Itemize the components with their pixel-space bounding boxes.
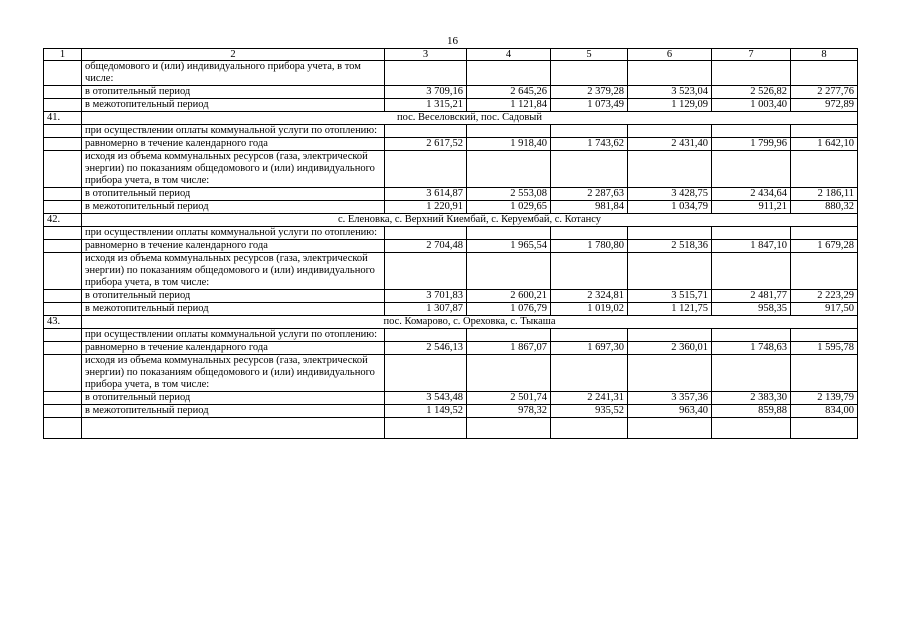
value-cell: 2 186,11 [791,188,858,201]
row-number-cell [44,61,82,86]
value-cell [467,418,551,439]
header-cell: 4 [467,49,551,61]
value-cell: 3 709,16 [385,86,467,99]
row-number-cell [44,303,82,316]
table-row [44,151,858,188]
value-cell [551,418,628,439]
value-cell: 1 121,75 [628,303,712,316]
value-cell: 2 617,52 [385,138,467,151]
table-row [44,342,858,355]
value-cell: 2 241,31 [551,392,628,405]
value-cell: 2 518,36 [628,240,712,253]
value-cell [791,355,858,392]
value-cell [551,253,628,290]
value-cell: 958,35 [712,303,791,316]
value-cell: 1 315,21 [385,99,467,112]
row-number-cell [44,290,82,303]
value-cell [791,151,858,188]
row-number-cell [44,418,82,439]
table-row [44,201,858,214]
table-row [44,227,858,240]
row-label: в отопительный период [82,392,385,405]
row-label: в отопительный период [82,86,385,99]
row-number-cell [44,355,82,392]
row-label: в межотопительный период [82,99,385,112]
value-cell: 1 697,30 [551,342,628,355]
value-cell: 1 029,65 [467,201,551,214]
value-cell: 880,32 [791,201,858,214]
value-cell: 2 704,48 [385,240,467,253]
header-cell: 6 [628,49,712,61]
row-label: равномерно в течение календарного года [82,342,385,355]
value-cell [628,151,712,188]
value-cell: 3 357,36 [628,392,712,405]
value-cell [551,355,628,392]
value-cell: 2 526,82 [712,86,791,99]
value-cell: 2 139,79 [791,392,858,405]
value-cell: 1 003,40 [712,99,791,112]
value-cell: 1 034,79 [628,201,712,214]
value-cell: 1 799,96 [712,138,791,151]
value-cell [551,227,628,240]
table-row [44,355,858,392]
table-row [44,240,858,253]
table-row [44,253,858,290]
row-number-cell [44,188,82,201]
row-label: в межотопительный период [82,405,385,418]
section-number: 42. [44,214,82,227]
header-cell: 5 [551,49,628,61]
row-label: в межотопительный период [82,303,385,316]
value-cell [467,61,551,86]
value-cell: 2 360,01 [628,342,712,355]
value-cell: 1 867,07 [467,342,551,355]
value-cell [791,329,858,342]
value-cell: 1 748,63 [712,342,791,355]
table-row [44,392,858,405]
value-cell [791,227,858,240]
row-description: при осуществлении оплаты коммунальной услуги по отоплению: [82,125,385,138]
value-cell [467,355,551,392]
value-cell: 1 918,40 [467,138,551,151]
value-cell: 981,84 [551,201,628,214]
value-cell: 3 701,83 [385,290,467,303]
value-cell: 3 515,71 [628,290,712,303]
row-number-cell [44,138,82,151]
value-cell [712,355,791,392]
value-cell: 1 965,54 [467,240,551,253]
value-cell: 2 277,76 [791,86,858,99]
tariff-table [43,48,858,439]
value-cell: 1 019,02 [551,303,628,316]
row-description [82,418,385,439]
row-description: общедомового и (или) индивидуального прибора учета, в том числе: [82,61,385,86]
value-cell [712,227,791,240]
value-cell: 2 546,13 [385,342,467,355]
row-number-cell [44,329,82,342]
value-cell: 2 379,28 [551,86,628,99]
value-cell: 963,40 [628,405,712,418]
table-row [44,303,858,316]
value-cell: 2 223,29 [791,290,858,303]
value-cell: 2 600,21 [467,290,551,303]
value-cell: 1 220,91 [385,201,467,214]
table-row [44,99,858,112]
value-cell: 1 307,87 [385,303,467,316]
value-cell [712,61,791,86]
value-cell: 3 428,75 [628,188,712,201]
value-cell: 859,88 [712,405,791,418]
row-number-cell [44,125,82,138]
value-cell: 1 679,28 [791,240,858,253]
section-title: с. Еленовка, с. Верхний Киембай, с. Керуембай, с. Котансу [82,214,858,227]
value-cell: 2 431,40 [628,138,712,151]
row-number-cell [44,151,82,188]
row-label: в отопительный период [82,290,385,303]
section-header-row [44,214,858,227]
value-cell: 1 073,49 [551,99,628,112]
value-cell [712,418,791,439]
section-title: пос. Комарово, с. Ореховка, с. Тыкаша [82,316,858,329]
row-number-cell [44,392,82,405]
value-cell: 2 287,63 [551,188,628,201]
row-number-cell [44,342,82,355]
row-label: в отопительный период [82,188,385,201]
header-cell: 7 [712,49,791,61]
value-cell [712,253,791,290]
row-number-cell [44,253,82,290]
value-cell [628,355,712,392]
row-label: в межотопительный период [82,201,385,214]
row-description: при осуществлении оплаты коммунальной услуги по отоплению: [82,329,385,342]
table-row [44,86,858,99]
row-number-cell [44,201,82,214]
row-description: исходя из объема коммунальных ресурсов (газа, электрической энергии) по показаниям общедомового и (или) индивидуального прибора учета, в том числе: [82,151,385,188]
value-cell: 978,32 [467,405,551,418]
value-cell: 1 076,79 [467,303,551,316]
value-cell [791,125,858,138]
value-cell [467,125,551,138]
row-number-cell [44,240,82,253]
value-cell: 917,50 [791,303,858,316]
value-cell [385,227,467,240]
row-number-cell [44,86,82,99]
value-cell: 1 780,80 [551,240,628,253]
value-cell: 2 481,77 [712,290,791,303]
row-number-cell [44,405,82,418]
row-description: при осуществлении оплаты коммунальной услуги по отоплению: [82,227,385,240]
value-cell [628,227,712,240]
value-cell: 1 743,62 [551,138,628,151]
table-row [44,188,858,201]
section-title: пос. Веселовский, пос. Садовый [82,112,858,125]
header-cell: 1 [44,49,82,61]
value-cell: 1 149,52 [385,405,467,418]
table-row [44,405,858,418]
value-cell: 3 614,87 [385,188,467,201]
value-cell [551,61,628,86]
value-cell: 2 501,74 [467,392,551,405]
value-cell: 834,00 [791,405,858,418]
value-cell: 2 324,81 [551,290,628,303]
header-cell: 2 [82,49,385,61]
value-cell [385,355,467,392]
row-label: равномерно в течение календарного года [82,240,385,253]
value-cell: 2 383,30 [712,392,791,405]
value-cell [385,151,467,188]
value-cell: 935,52 [551,405,628,418]
header-cell: 3 [385,49,467,61]
table-header-row [44,49,858,61]
value-cell [712,329,791,342]
header-cell: 8 [791,49,858,61]
table-row [44,138,858,151]
value-cell: 1 121,84 [467,99,551,112]
value-cell [385,329,467,342]
value-cell [628,125,712,138]
section-number: 43. [44,316,82,329]
page-number: 16 [447,35,458,47]
row-number-cell [44,227,82,240]
value-cell [385,418,467,439]
value-cell [712,125,791,138]
value-cell [385,253,467,290]
value-cell [628,418,712,439]
value-cell: 1 595,78 [791,342,858,355]
value-cell: 3 543,48 [385,392,467,405]
value-cell: 3 523,04 [628,86,712,99]
value-cell [791,253,858,290]
table-row [44,290,858,303]
table-row [44,61,858,86]
table-row [44,125,858,138]
section-header-row [44,316,858,329]
value-cell [467,227,551,240]
value-cell [467,329,551,342]
value-cell: 972,89 [791,99,858,112]
value-cell [385,61,467,86]
value-cell: 911,21 [712,201,791,214]
value-cell [628,253,712,290]
row-number-cell [44,99,82,112]
table-row [44,329,858,342]
value-cell [712,151,791,188]
value-cell [467,151,551,188]
value-cell [628,61,712,86]
value-cell: 2 553,08 [467,188,551,201]
section-number: 41. [44,112,82,125]
value-cell: 1 847,10 [712,240,791,253]
row-description: исходя из объема коммунальных ресурсов (газа, электрической энергии) по показаниям общедомового и (или) индивидуального прибора учета, в том числе: [82,355,385,392]
table-row-empty [44,418,858,439]
value-cell: 2 645,26 [467,86,551,99]
value-cell [385,125,467,138]
value-cell: 1 642,10 [791,138,858,151]
value-cell: 1 129,09 [628,99,712,112]
value-cell [551,125,628,138]
value-cell [467,253,551,290]
section-header-row [44,112,858,125]
value-cell [791,61,858,86]
value-cell: 2 434,64 [712,188,791,201]
value-cell [628,329,712,342]
row-label: равномерно в течение календарного года [82,138,385,151]
value-cell [551,151,628,188]
value-cell [551,329,628,342]
row-description: исходя из объема коммунальных ресурсов (газа, электрической энергии) по показаниям общедомового и (или) индивидуального прибора учета, в том числе: [82,253,385,290]
value-cell [791,418,858,439]
